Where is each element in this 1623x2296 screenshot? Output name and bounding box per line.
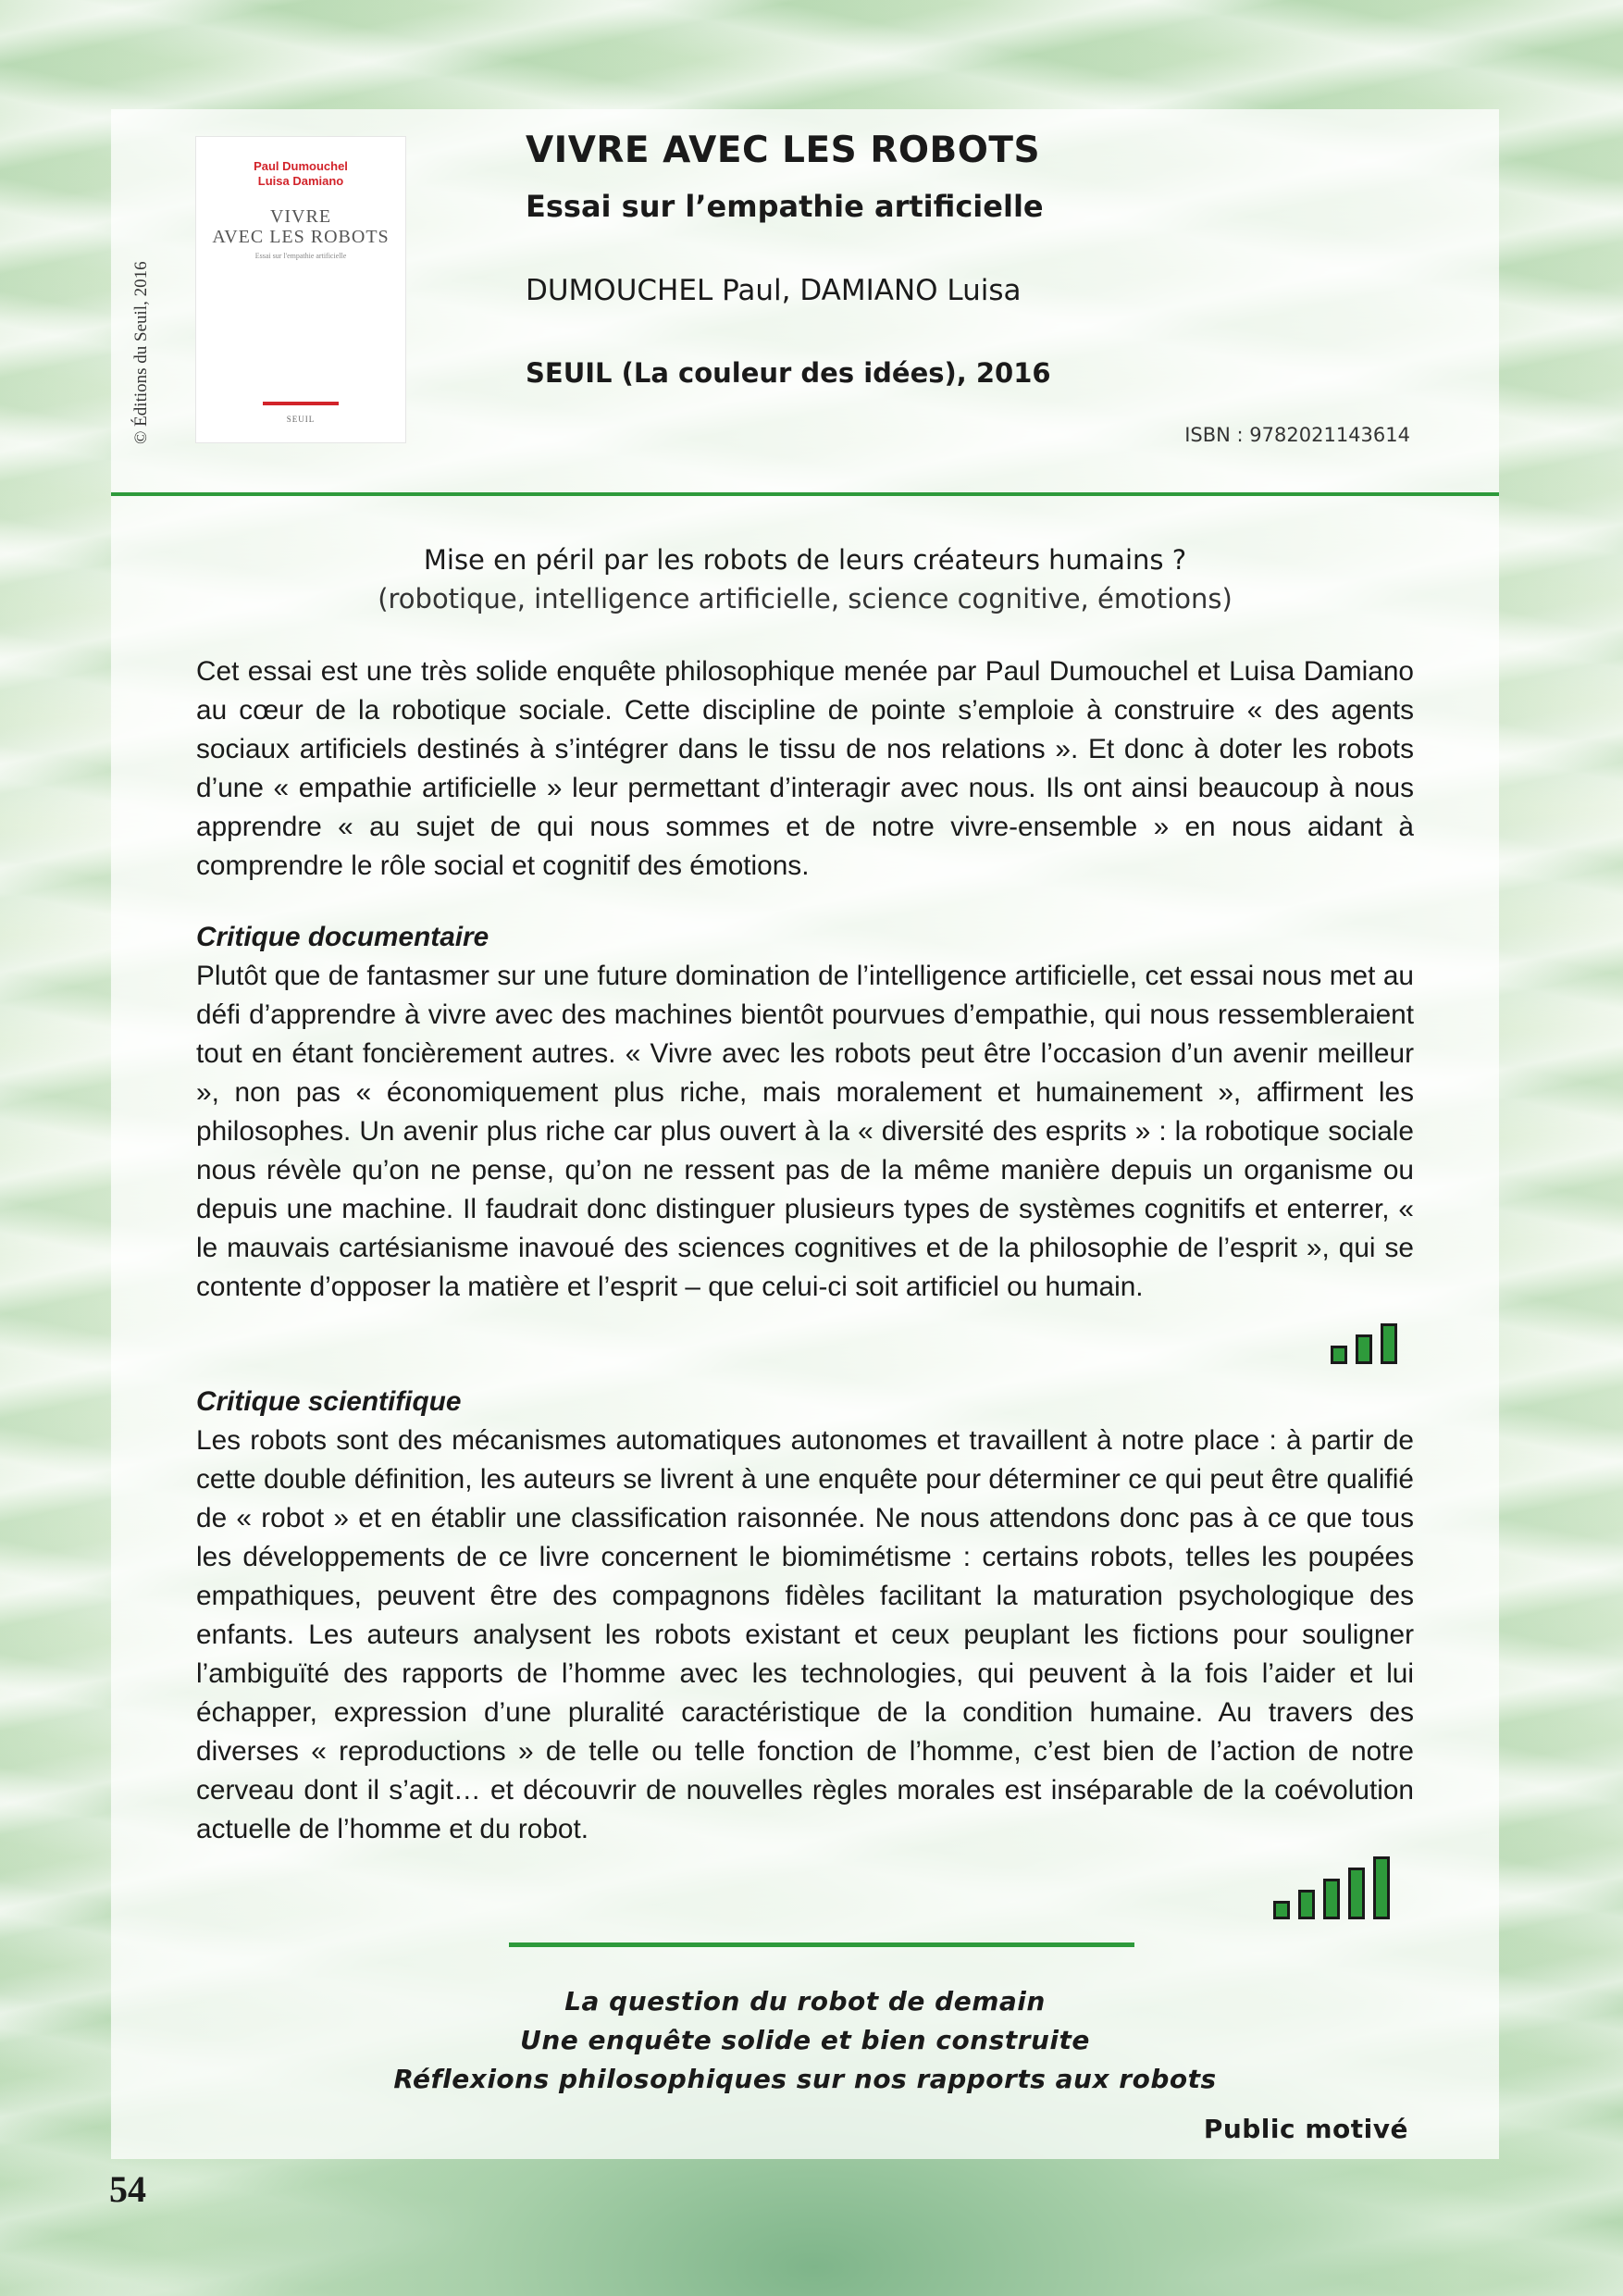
rating-bar xyxy=(1381,1323,1397,1364)
book-publisher: SEUIL (La couleur des idées), 2016 xyxy=(526,357,1051,389)
rating-bar xyxy=(1273,1901,1290,1919)
verdict-list xyxy=(196,1982,1414,2099)
header-divider xyxy=(111,492,1499,496)
critique-scientifique-heading: Critique scientifique xyxy=(196,1386,462,1417)
rating-bar xyxy=(1356,1334,1372,1364)
critique-scientifique-text: Les robots sont des mécanismes automatiques autonomes et travaillent à notre place : à partir de cette double définition, les auteurs se livrent à une enquête pour déterminer ce qui peut être qualifié de « robot » et en établir une classification raisonnée. Ne nous attendons donc pas à ce que tous les développements de ce livre concernent le biomimétisme : certains robots, telles les poupées empathiques, peuvent être des compagnons fidèles facilitant la maturation psychologique des enfants. Les auteurs analysent les robots existant et ceux peuplant les fictions pour souligner l’ambiguïté des rapports de l’homme avec les technologies, qui peuvent à la fois l’aider et lui échapper, expression d’une pluralité caractéristique de la condition humaine. Au travers des diverses « reproductions » de telle ou telle fonction de l’homme, c’est bien de l’action de notre cerveau dont il s’agit… et découvrir de nouvelles règles morales est inséparable de la coévolution actuelle de l’homme et du robot. xyxy=(196,1425,1414,1844)
cover-authors: Paul Dumouchel Luisa Damiano xyxy=(254,159,348,188)
rating-bar xyxy=(1323,1879,1340,1919)
critique-documentaire-text: Plutôt que de fantasmer sur une future domination de l’intelligence artificielle, cet essai nous met au défi d’apprendre à vivre avec des machines bientôt pourvues d’empathie, qui nous ressembleraient tout en étant foncièrement autres. « Vivre avec les robots peut être l’occasion d’un avenir meilleur », non pas « économiquement plus riche, mais moralement et humainement », affirment les philosophes. Un avenir plus riche car plus ouvert à la « diversité des esprits » : la robotique sociale nous révèle qu’on ne pense, qu’on ne ressent pas de la même manière depuis un organisme ou depuis une machine. Il faudrait donc distinguer plusieurs types de systèmes cognitifs et enterrer, « le mauvais cartésianisme inavoué des sciences cognitives et de la philosophie de l’esprit », qui se contente d’opposer la matière et l’esprit – que celui-ci soit artificiel ou humain. xyxy=(196,961,1414,1302)
verdict-item: Réflexions philosophiques sur nos rapports aux robots xyxy=(393,2064,1217,2094)
verdict-item: La question du robot de demain xyxy=(564,1986,1046,2017)
cover-title: VIVRE AVEC LES ROBOTS xyxy=(212,206,390,247)
cover-publisher: SEUIL xyxy=(286,415,316,424)
rating-bar xyxy=(1298,1890,1315,1919)
intro-paragraph: Cet essai est une très solide enquête philosophique menée par Paul Dumouchel et Luisa Damiano au cœur de la robotique sociale. Cette discipline de pointe s’emploie à construire « des agents sociaux artificiels destinés à s’intégrer dans le tissu de nos relations ». Et donc à doter les robots d’une « empathie artificielle » leur permettant d’interagir avec nous. Ils ont ainsi beaucoup à nous apprendre « au sujet de qui nous sommes et de notre vivre-ensemble » en nous aidant à comprendre le rôle social et cognitif des émotions. xyxy=(196,656,1414,881)
rating-bar xyxy=(1331,1346,1347,1364)
book-authors: DUMOUCHEL Paul, DAMIANO Luisa xyxy=(526,274,1022,307)
question-text: Mise en péril par les robots de leurs créateurs humains ? xyxy=(423,544,1187,576)
documentary-rating-bars xyxy=(1331,1323,1397,1364)
book-subtitle: Essai sur l’empathie artificielle xyxy=(526,189,1044,224)
book-cover-image xyxy=(196,137,405,442)
book-isbn: ISBN : 9782021143614 xyxy=(1184,424,1410,446)
audience-label: Public motivé xyxy=(1203,2114,1408,2144)
verdict-divider xyxy=(509,1942,1134,1947)
page-number: 54 xyxy=(109,2168,146,2210)
book-title: VIVRE AVEC LES ROBOTS xyxy=(526,130,1041,171)
critique-documentaire-heading: Critique documentaire xyxy=(196,922,489,952)
rating-bar xyxy=(1373,1856,1390,1919)
review-question xyxy=(196,540,1414,618)
critique-scientifique xyxy=(196,1383,1414,1849)
cover-collection-band xyxy=(263,402,339,405)
scientific-rating-bars xyxy=(1273,1856,1390,1919)
rating-bar xyxy=(1348,1868,1365,1919)
cover-subtitle: Essai sur l'empathie artificielle xyxy=(254,252,347,260)
question-themes: (robotique, intelligence artificielle, science cognitive, émotions) xyxy=(378,583,1233,614)
critique-documentaire xyxy=(196,918,1414,1307)
verdict-item: Une enquête solide et bien construite xyxy=(520,2025,1090,2055)
